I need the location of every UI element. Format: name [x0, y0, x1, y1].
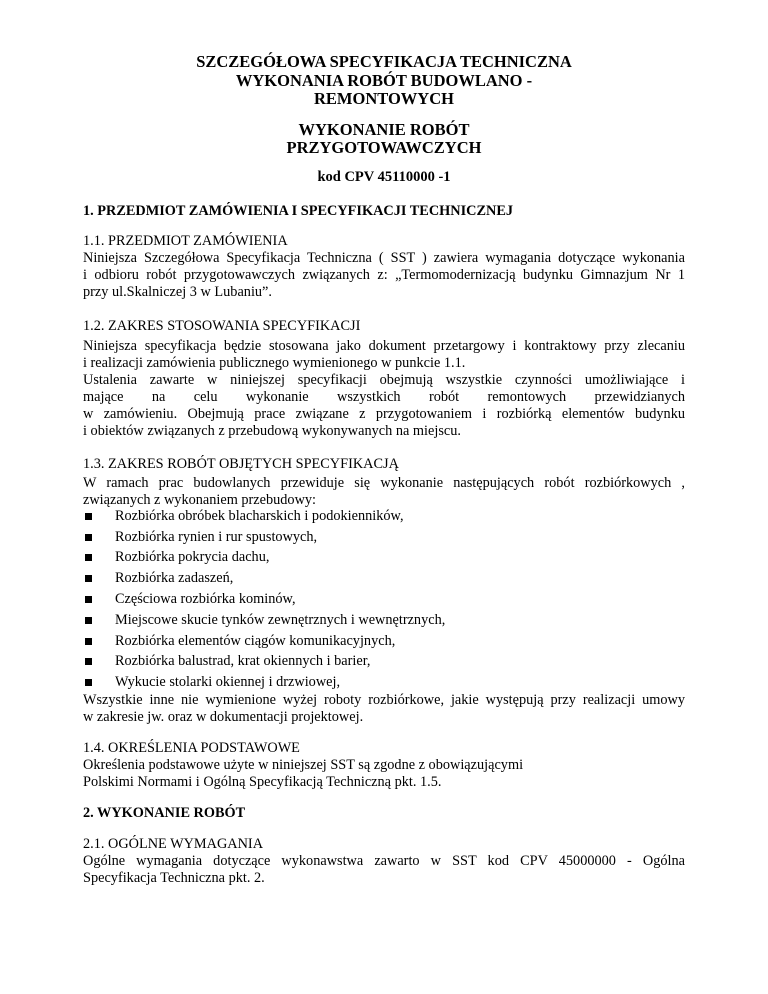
- paragraph-line: i obiektów związanych z przebudową wykonywanych na miejscu.: [83, 423, 461, 440]
- list-item: [83, 610, 445, 631]
- paragraph-line: i odbioru robót przygotowawczych związanych z: „Termomodernizacją budynku Gimnazjum Nr 1: [83, 267, 685, 284]
- bullet-square-icon: [85, 638, 92, 645]
- bullet-square-icon: [85, 513, 92, 520]
- list-item: [83, 527, 445, 548]
- list-item-text: Rozbiórka zadaszeń,: [115, 570, 234, 587]
- section-1-4-heading: 1.4. OKREŚLENIA PODSTAWOWE: [83, 740, 300, 756]
- list-item: [83, 672, 445, 693]
- section-1-1-paragraph: [83, 250, 685, 301]
- title-line-2: WYKONANIA ROBÓT BUDOWLANO -: [235, 70, 533, 90]
- list-item: [83, 589, 445, 610]
- bullet-square-icon: [85, 575, 92, 582]
- bullet-square-icon: [85, 554, 92, 561]
- section-1-3-outro: [83, 692, 685, 726]
- section-1-heading: 1. PRZEDMIOT ZAMÓWIENIA I SPECYFIKACJI TECHNICZNEJ: [83, 203, 514, 219]
- paragraph-line: Niniejsza specyfikacja będzie stosowana jako dokument przetargowy i kontraktowy przy zlecaniu: [83, 338, 685, 354]
- list-item-text: Rozbiórka elementów ciągów komunikacyjnych,: [115, 632, 396, 649]
- list-item: [83, 568, 445, 589]
- paragraph-line: Ustalenia zawarte w niniejszej specyfikacji obejmują wszystkie czynności umożliwiające i: [83, 372, 685, 389]
- section-2-heading: 2. WYKONANIE ROBÓT: [83, 805, 246, 821]
- demolition-works-list: [83, 506, 445, 693]
- section-1-1-heading: 1.1. PRZEDMIOT ZAMÓWIENIA: [83, 233, 288, 249]
- paragraph-line: W ramach prac budowlanych przewiduje się wykonanie następujących robót rozbiórkowych ,: [83, 475, 685, 491]
- list-item-text: Częściowa rozbiórka kominów,: [115, 591, 296, 608]
- section-1-4-paragraph: [83, 757, 685, 791]
- paragraph-line: w zakresie jw. oraz w dokumentacji projektowej.: [83, 709, 364, 726]
- list-item-text: Wykucie stolarki okiennej i drzwiowej,: [115, 674, 341, 691]
- bullet-square-icon: [85, 617, 92, 624]
- list-item: [83, 631, 445, 652]
- paragraph-line: Niniejsza Szczegółowa Specyfikacja Techniczna ( SST ) zawiera wymagania dotyczące wykonania: [83, 250, 685, 266]
- paragraph-line: Określenia podstawowe użyte w niniejszej SST są zgodne z obowiązującymi: [83, 757, 524, 773]
- paragraph-line: przy ul.Skalniczej 3 w Lubaniu”.: [83, 284, 272, 301]
- subtitle-line-1: WYKONANIE ROBÓT: [298, 119, 470, 139]
- section-1-3-heading: 1.3. ZAKRES ROBÓT OBJĘTYCH SPECYFIKACJĄ: [83, 456, 399, 472]
- document-title: [0, 53, 768, 186]
- paragraph-line: Polskimi Normami i Ogólną Specyfikacją Techniczną pkt. 1.5.: [83, 774, 442, 791]
- paragraph-line: Specyfikacja Techniczna pkt. 2.: [83, 870, 265, 887]
- cpv-code: kod CPV 45110000 -1: [317, 168, 451, 185]
- list-item-text: Miejscowe skucie tynków zewnętrznych i wewnętrznych,: [115, 611, 446, 628]
- paragraph-line: Ogólne wymagania dotyczące wykonawstwa zawarto w SST kod CPV 45000000 - Ogólna: [83, 853, 685, 869]
- paragraph-line: w zamówieniu. Obejmują prace związane z przygotowaniem i rozbiórką elementów budynku: [83, 406, 685, 423]
- list-item-text: Rozbiórka obróbek blacharskich i podokienników,: [115, 507, 404, 524]
- section-2-1-paragraph: [83, 853, 685, 887]
- bullet-square-icon: [85, 596, 92, 603]
- list-item-text: Rozbiórka pokrycia dachu,: [115, 549, 270, 566]
- paragraph-line: mające na celu wykonanie wszystkich robót remontowych przewidzianych: [83, 389, 685, 406]
- section-1-2-paragraph: [83, 338, 685, 441]
- bullet-square-icon: [85, 534, 92, 541]
- paragraph-line: Wszystkie inne nie wymienione wyżej roboty rozbiórkowe, jakie występują przy realizacji umowy: [83, 692, 685, 708]
- bullet-square-icon: [85, 679, 92, 686]
- section-2-1-heading: 2.1. OGÓLNE WYMAGANIA: [83, 836, 264, 852]
- paragraph-line: związanych z wykonaniem przebudowy:: [83, 492, 317, 509]
- section-1-3-intro: [83, 475, 685, 509]
- list-item-text: Rozbiórka rynien i rur spustowych,: [115, 528, 318, 545]
- list-item: [83, 506, 445, 527]
- list-item-text: Rozbiórka balustrad, krat okiennych i barier,: [115, 653, 371, 670]
- paragraph-line: i realizacji zamówienia publicznego wymienionego w punkcie 1.1.: [83, 355, 466, 372]
- title-line-3: REMONTOWYCH: [314, 89, 454, 108]
- list-item: [83, 652, 445, 673]
- list-item: [83, 548, 445, 569]
- title-line-1: SZCZEGÓŁOWA SPECYFIKACJA TECHNICZNA: [196, 52, 572, 71]
- bullet-square-icon: [85, 658, 92, 665]
- section-1-2-heading: 1.2. ZAKRES STOSOWANIA SPECYFIKACJI: [83, 318, 361, 334]
- subtitle-line-2: PRZYGOTOWAWCZYCH: [286, 138, 482, 157]
